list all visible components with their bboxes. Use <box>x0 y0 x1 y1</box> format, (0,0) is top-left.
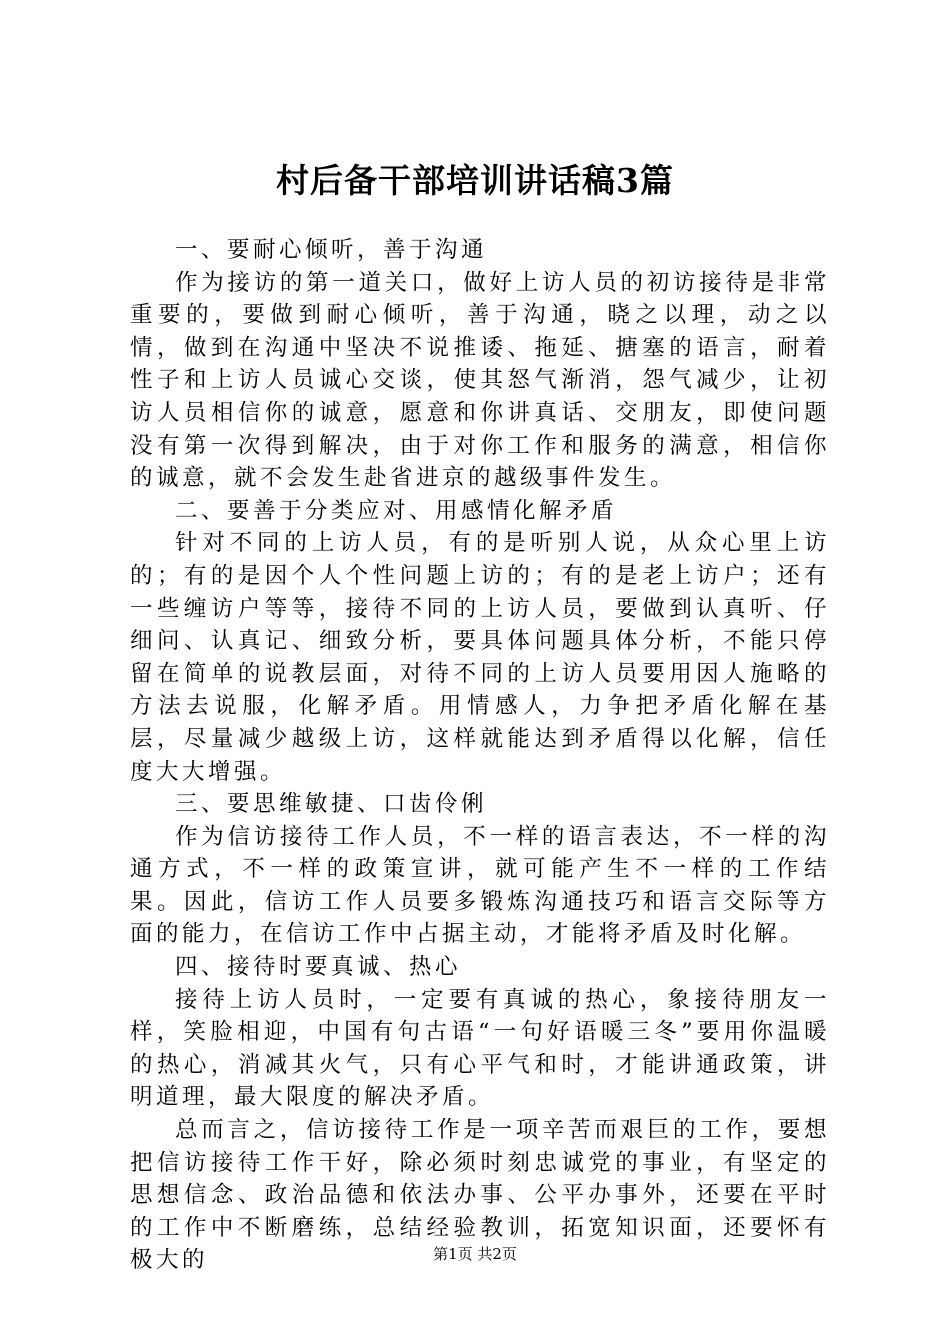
body-paragraph: 接待上访人员时，一定要有真诚的热心，象接待朋友一样，笑脸相迎，中国有句古语“一句好语暖三冬”要用你温暖的热心，消减其火气，只有心平气和时，才能讲通政策，讲明道理，最大限度的解决矛盾。 <box>130 986 830 1111</box>
document-body <box>130 234 830 1277</box>
body-paragraph: 作为接访的第一道关口，做好上访人员的初访接待是非常重要的，要做到耐心倾听，善于沟通，晓之以理，动之以情，做到在沟通中坚决不说推诿、拖延、搪塞的语言，耐着性子和上访人员诚心交谈，使其怒气渐消，怨气减少，让初访人员相信你的诚意，愿意和你讲真话、交朋友，即使问题没有第一次得到解决，由于对你工作和服务的满意，相信你的诚意，就不会发生赴省进京的越级事件发生。 <box>130 269 830 492</box>
section-heading: 一、要耐心倾听，善于沟通 <box>175 237 488 263</box>
page-footer: 第1页 共2页 <box>433 1245 517 1263</box>
body-paragraph: 针对不同的上访人员，有的是听别人说，从众心里上访的；有的是因个人个性问题上访的；有的是老上访户；还有一些缠访户等等，接待不同的上访人员，要做到认真听、仔细问、认真记、细致分析，要具体问题具体分析，不能只停留在简单的说教层面，对待不同的上访人员要用因人施略的方法去说服，化解矛盾。用情感人，力争把矛盾化解在基层，尽量减少越级上访，这样就能达到矛盾得以化解，信任度大大增强。 <box>130 530 830 785</box>
document-title: 村后备干部培训讲话稿3篇 <box>276 161 674 200</box>
body-paragraph: 总而言之，信访接待工作是一项辛苦而艰巨的工作，要想把信访接待工作干好，除必须时刻忠诚党的事业，有坚定的思想信念、政治品德和依法办事、公平办事外，还要在平时的工作中不断磨练，总结经验教训，拓宽知识面，还要怀有极大的 <box>130 1117 830 1274</box>
section-heading: 三、要思维敏捷、口齿伶俐 <box>175 791 488 818</box>
section-heading: 四、接待时要真诚、热心 <box>175 954 462 981</box>
section-heading: 二、要善于分类应对、用感情化解矛盾 <box>175 497 618 524</box>
body-paragraph: 作为信访接待工作人员，不一样的语言表达，不一样的沟通方式，不一样的政策宣讲，就可能产生不一样的工作结果。因此，信访工作人员要多锻炼沟通技巧和语言交际等方面的能力，在信访工作中占据主动，才能将矛盾及时化解。 <box>130 823 830 948</box>
